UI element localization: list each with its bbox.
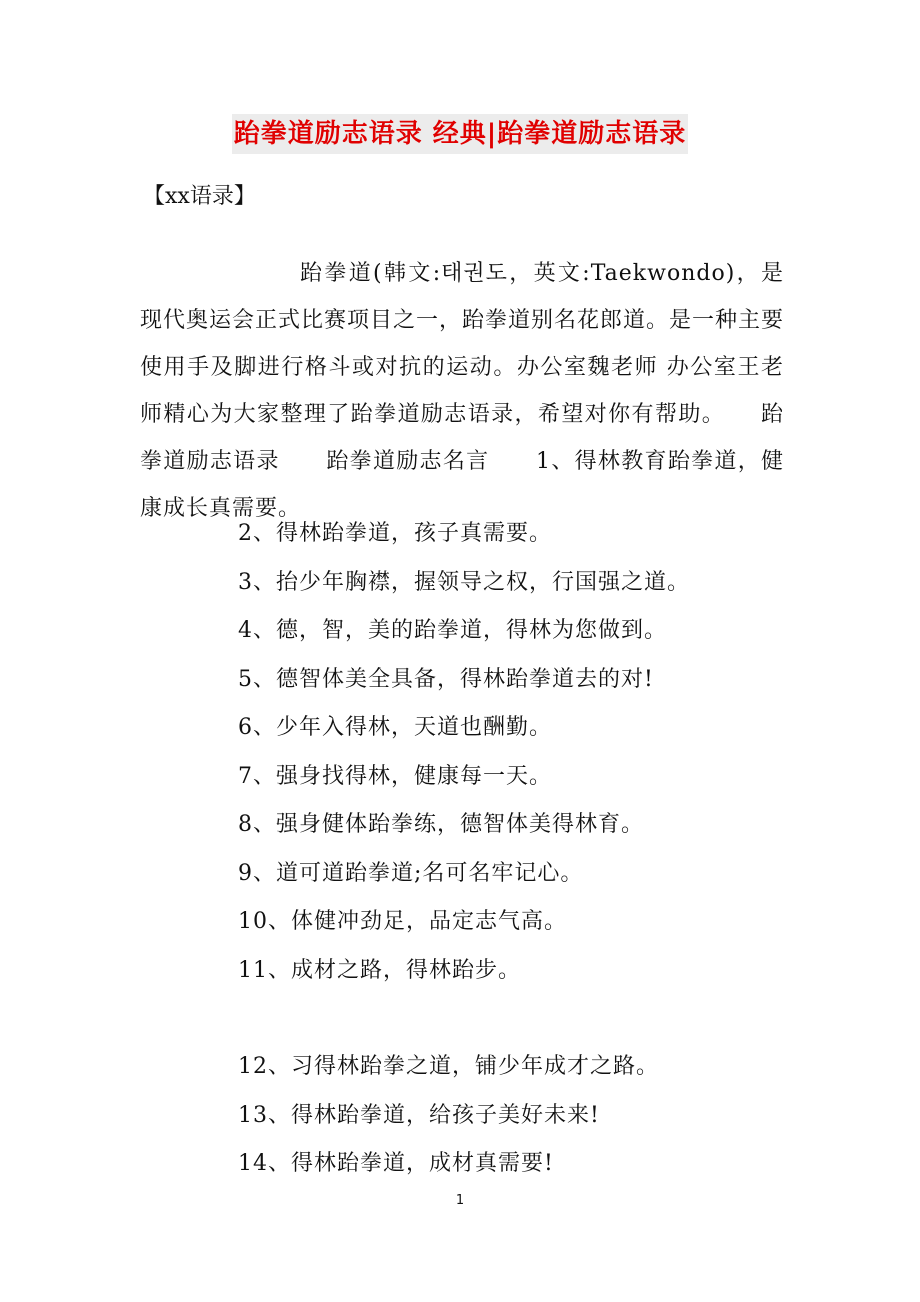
section-label: 【xx语录】 <box>143 184 256 209</box>
quote-item: 14、得林跆拳道，成材真需要! <box>238 1151 554 1176</box>
quote-item: 12、习得林跆拳之道，铺少年成才之路。 <box>238 1054 659 1079</box>
quote-item: 11、成材之路，得林跆步。 <box>238 957 521 983</box>
quote-item: 7、强身找得林，健康每一天。 <box>238 763 552 789</box>
quote-item: 13、得林跆拳道，给孩子美好未来! <box>238 1102 600 1128</box>
page-number: 1 <box>455 1193 465 1208</box>
quote-item: 6、少年入得林，天道也酬勤。 <box>238 715 552 740</box>
page-title: 跆拳道励志语录 经典|跆拳道励志语录 <box>232 114 689 154</box>
quote-list <box>238 510 690 1189</box>
quote-item: 5、德智体美全具备，得林跆拳道去的对! <box>238 666 654 692</box>
quote-item: 8、强身健体跆拳练，德智体美得林育。 <box>238 812 644 837</box>
quote-item: 9、道可道跆拳道;名可名牢记心。 <box>238 860 584 886</box>
quote-item: 10、体健冲劲足，品定志气高。 <box>238 909 567 934</box>
title-container <box>0 114 920 154</box>
quote-item: 3、抬少年胸襟，握领导之权，行国强之道。 <box>238 569 690 595</box>
quote-item: 2、得林跆拳道，孩子真需要。 <box>238 521 552 546</box>
intro-paragraph: 跆拳道(韩文:태권도，英文:Taekwondo)，是现代奥运会正式比赛项目之一，跆拳道别名花郎道。是一种主要使用手及脚进行格斗或对抗的运动。办公室魏老师 办公室王老师精心为大家整理了跆拳道励志语录，希望对你有帮助。 跆拳道励志语录 跆拳道励志名言 1、得林教育跆拳道，健康成长真需要。 <box>140 261 785 521</box>
quote-item: 4、德，智，美的跆拳道，得林为您做到。 <box>238 618 667 643</box>
